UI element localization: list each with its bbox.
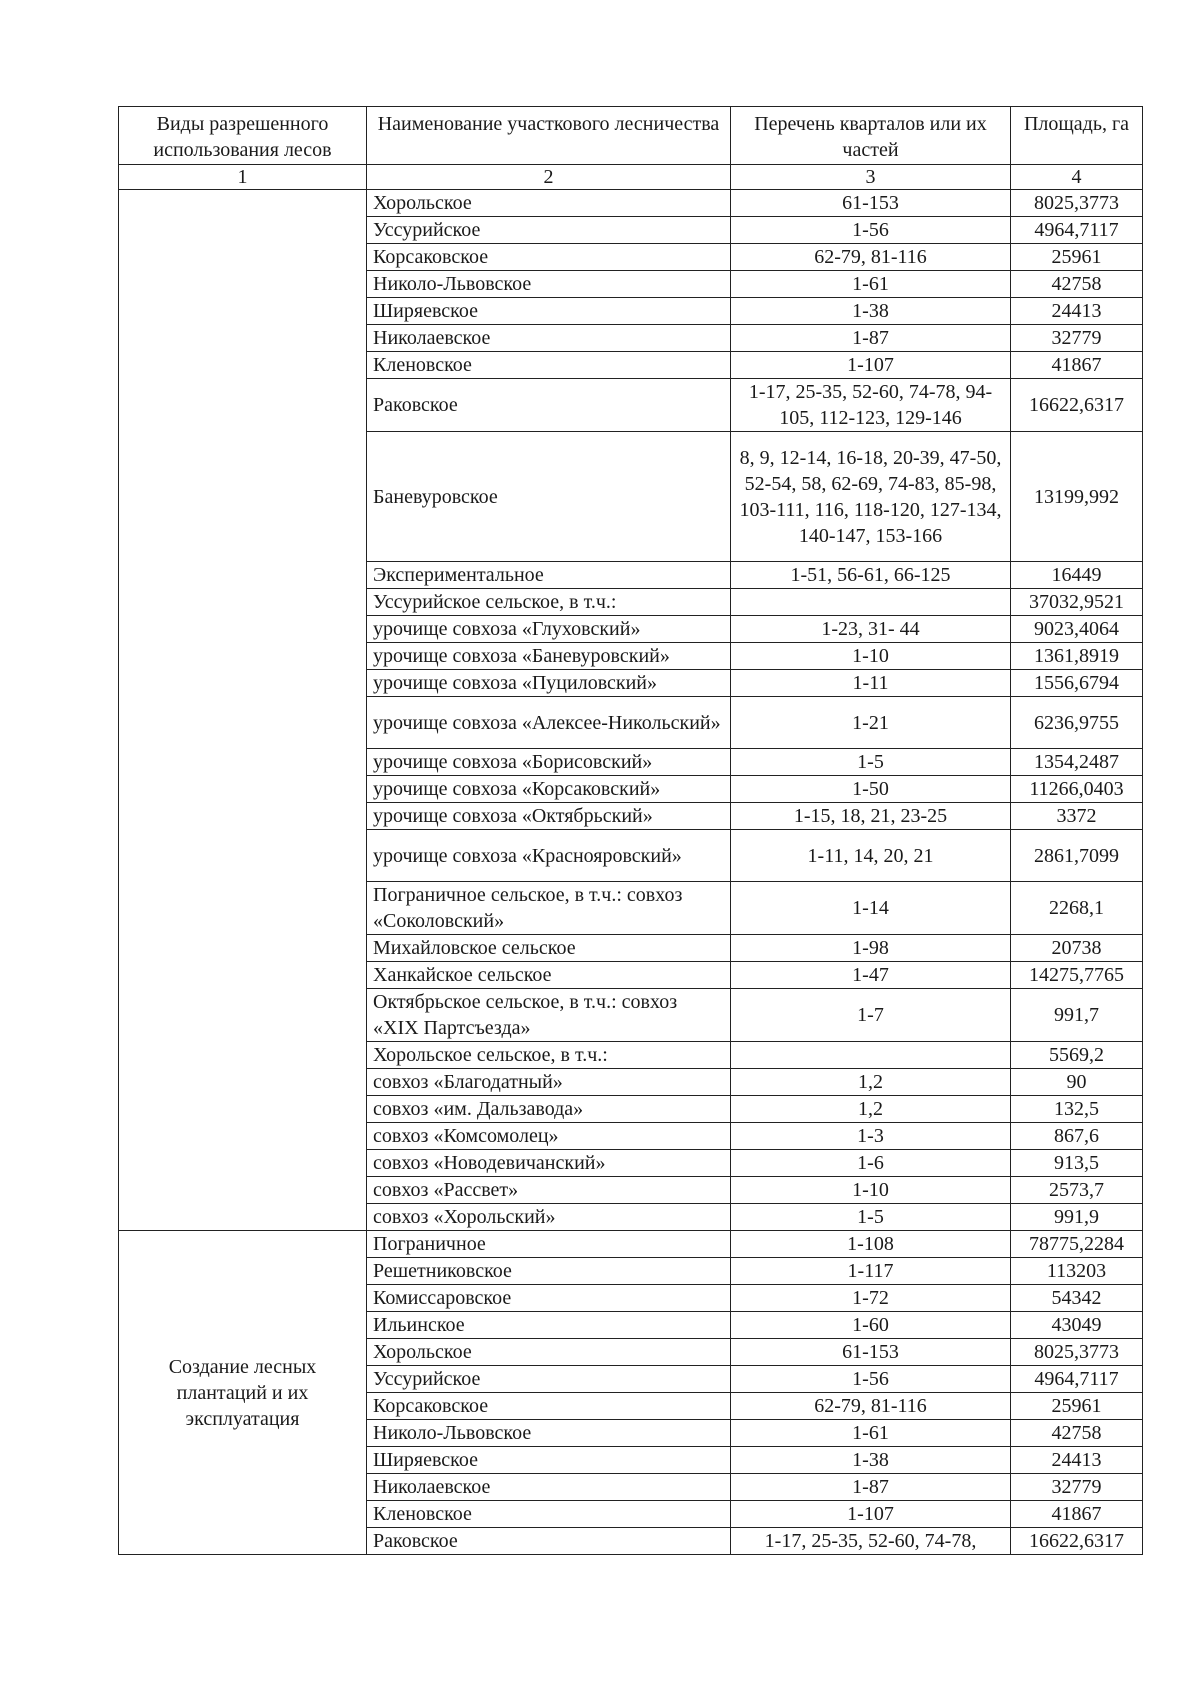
quarters-cell: 1-51, 56-61, 66-125 [731,562,1011,589]
column-number: 4 [1011,165,1143,190]
forestry-name-cell: урочище совхоза «Баневуровский» [367,643,731,670]
forestry-name-cell: Уссурийское [367,217,731,244]
quarters-cell: 62-79, 81-116 [731,1393,1011,1420]
forestry-name-cell: Николаевское [367,1474,731,1501]
table-row [119,1231,1143,1258]
area-cell: 16622,6317 [1011,379,1143,432]
forestry-name-cell: Корсаковское [367,1393,731,1420]
area-cell: 1354,2487 [1011,749,1143,776]
area-cell: 41867 [1011,1501,1143,1528]
column-number: 2 [367,165,731,190]
column-number-row [119,165,1143,190]
area-cell: 78775,2284 [1011,1231,1143,1258]
quarters-cell: 1-108 [731,1231,1011,1258]
forestry-name-cell: совхоз «Новодевичанский» [367,1150,731,1177]
quarters-cell: 61-153 [731,1339,1011,1366]
forestry-name-cell: Ширяевское [367,298,731,325]
header-area: Площадь, га [1011,107,1143,165]
quarters-cell: 1-60 [731,1312,1011,1339]
forestry-name-cell: совхоз «Хорольский» [367,1204,731,1231]
area-cell: 14275,7765 [1011,962,1143,989]
forestry-name-cell: Корсаковское [367,244,731,271]
use-type-cell [119,190,367,1231]
quarters-cell: 1-21 [731,697,1011,749]
quarters-cell: 1-117 [731,1258,1011,1285]
quarters-cell: 1-7 [731,989,1011,1042]
area-cell: 25961 [1011,244,1143,271]
area-cell: 11266,0403 [1011,776,1143,803]
forestry-name-cell: Кленовское [367,352,731,379]
table-header-row [119,107,1143,165]
area-cell: 8025,3773 [1011,190,1143,217]
header-forestry-name: Наименование участкового лесничества [367,107,731,165]
use-type-cell: Создание лесных плантаций и их эксплуатация [119,1231,367,1555]
area-cell: 4964,7117 [1011,217,1143,244]
area-cell: 16449 [1011,562,1143,589]
quarters-cell [731,1042,1011,1069]
quarters-cell: 1-10 [731,1177,1011,1204]
area-cell: 132,5 [1011,1096,1143,1123]
quarters-cell: 8, 9, 12-14, 16-18, 20-39, 47-50, 52-54, 58, 62-69, 74-83, 85-98, 103-111, 116, 118-120, 127-134, 140-147, 153-166 [731,432,1011,562]
area-cell: 4964,7117 [1011,1366,1143,1393]
area-cell: 37032,9521 [1011,589,1143,616]
area-cell: 13199,992 [1011,432,1143,562]
quarters-cell: 1-107 [731,352,1011,379]
area-cell: 1361,8919 [1011,643,1143,670]
forestry-name-cell: Хорольское сельское, в т.ч.: [367,1042,731,1069]
forestry-name-cell: Ширяевское [367,1447,731,1474]
area-cell: 54342 [1011,1285,1143,1312]
forestry-name-cell: Экспериментальное [367,562,731,589]
area-cell: 991,7 [1011,989,1143,1042]
quarters-cell: 1-11 [731,670,1011,697]
quarters-cell: 62-79, 81-116 [731,244,1011,271]
quarters-cell: 61-153 [731,190,1011,217]
forestry-name-cell: Пограничное сельское, в т.ч.: совхоз «Соколовский» [367,882,731,935]
forestry-name-cell: урочище совхоза «Краснояровский» [367,830,731,882]
quarters-cell: 1-98 [731,935,1011,962]
quarters-cell: 1-107 [731,1501,1011,1528]
quarters-cell: 1-72 [731,1285,1011,1312]
quarters-cell: 1-5 [731,749,1011,776]
forestry-name-cell: урочище совхоза «Пуциловский» [367,670,731,697]
area-cell: 25961 [1011,1393,1143,1420]
area-cell: 3372 [1011,803,1143,830]
forest-use-table [118,106,1143,1555]
forestry-name-cell: Октябрьское сельское, в т.ч.: совхоз «XIX Партсъезда» [367,989,731,1042]
forestry-name-cell: Баневуровское [367,432,731,562]
forestry-name-cell: совхоз «им. Дальзавода» [367,1096,731,1123]
area-cell: 32779 [1011,1474,1143,1501]
area-cell: 2268,1 [1011,882,1143,935]
area-cell: 2861,7099 [1011,830,1143,882]
quarters-cell: 1-50 [731,776,1011,803]
area-cell: 20738 [1011,935,1143,962]
quarters-cell [731,589,1011,616]
quarters-cell: 1-5 [731,1204,1011,1231]
forestry-name-cell: Раковское [367,1528,731,1555]
quarters-cell: 1-56 [731,217,1011,244]
quarters-cell: 1-3 [731,1123,1011,1150]
forestry-name-cell: урочище совхоза «Корсаковский» [367,776,731,803]
forestry-name-cell: Кленовское [367,1501,731,1528]
quarters-cell: 1-10 [731,643,1011,670]
area-cell: 8025,3773 [1011,1339,1143,1366]
forestry-name-cell: урочище совхоза «Октябрьский» [367,803,731,830]
quarters-cell: 1-15, 18, 21, 23-25 [731,803,1011,830]
forestry-name-cell: совхоз «Комсомолец» [367,1123,731,1150]
forestry-name-cell: Комиссаровское [367,1285,731,1312]
table-row [119,190,1143,217]
area-cell: 41867 [1011,352,1143,379]
area-cell: 5569,2 [1011,1042,1143,1069]
quarters-cell: 1-14 [731,882,1011,935]
area-cell: 24413 [1011,298,1143,325]
forestry-name-cell: Николаевское [367,325,731,352]
forestry-name-cell: Раковское [367,379,731,432]
area-cell: 42758 [1011,271,1143,298]
area-cell: 42758 [1011,1420,1143,1447]
quarters-cell: 1-17, 25-35, 52-60, 74-78, [731,1528,1011,1555]
area-cell: 24413 [1011,1447,1143,1474]
area-cell: 90 [1011,1069,1143,1096]
header-use-type: Виды разрешенного использования лесов [119,107,367,165]
area-cell: 113203 [1011,1258,1143,1285]
forestry-name-cell: Хорольское [367,1339,731,1366]
area-cell: 43049 [1011,1312,1143,1339]
forestry-name-cell: Пограничное [367,1231,731,1258]
column-number: 1 [119,165,367,190]
area-cell: 991,9 [1011,1204,1143,1231]
area-cell: 2573,7 [1011,1177,1143,1204]
quarters-cell: 1-61 [731,271,1011,298]
quarters-cell: 1,2 [731,1069,1011,1096]
quarters-cell: 1-11, 14, 20, 21 [731,830,1011,882]
forestry-name-cell: Ильинское [367,1312,731,1339]
forestry-name-cell: Хорольское [367,190,731,217]
area-cell: 32779 [1011,325,1143,352]
column-number: 3 [731,165,1011,190]
forestry-name-cell: Михайловское сельское [367,935,731,962]
area-cell: 16622,6317 [1011,1528,1143,1555]
forestry-name-cell: урочище совхоза «Глуховский» [367,616,731,643]
quarters-cell: 1-87 [731,1474,1011,1501]
quarters-cell: 1-38 [731,1447,1011,1474]
quarters-cell: 1-87 [731,325,1011,352]
quarters-cell: 1-61 [731,1420,1011,1447]
forestry-name-cell: урочище совхоза «Борисовский» [367,749,731,776]
quarters-cell: 1-23, 31- 44 [731,616,1011,643]
area-cell: 9023,4064 [1011,616,1143,643]
forestry-name-cell: урочище совхоза «Алексее-Никольский» [367,697,731,749]
area-cell: 913,5 [1011,1150,1143,1177]
forestry-name-cell: Николо-Львовское [367,271,731,298]
forestry-name-cell: Уссурийское [367,1366,731,1393]
forestry-name-cell: Решетниковское [367,1258,731,1285]
area-cell: 6236,9755 [1011,697,1143,749]
forestry-name-cell: совхоз «Благодатный» [367,1069,731,1096]
quarters-cell: 1,2 [731,1096,1011,1123]
forestry-name-cell: совхоз «Рассвет» [367,1177,731,1204]
forestry-name-cell: Ханкайское сельское [367,962,731,989]
forestry-name-cell: Николо-Львовское [367,1420,731,1447]
quarters-cell: 1-47 [731,962,1011,989]
quarters-cell: 1-6 [731,1150,1011,1177]
forestry-name-cell: Уссурийское сельское, в т.ч.: [367,589,731,616]
quarters-cell: 1-38 [731,298,1011,325]
header-quarters: Перечень кварталов или их частей [731,107,1011,165]
area-cell: 867,6 [1011,1123,1143,1150]
quarters-cell: 1-56 [731,1366,1011,1393]
area-cell: 1556,6794 [1011,670,1143,697]
quarters-cell: 1-17, 25-35, 52-60, 74-78, 94-105, 112-123, 129-146 [731,379,1011,432]
